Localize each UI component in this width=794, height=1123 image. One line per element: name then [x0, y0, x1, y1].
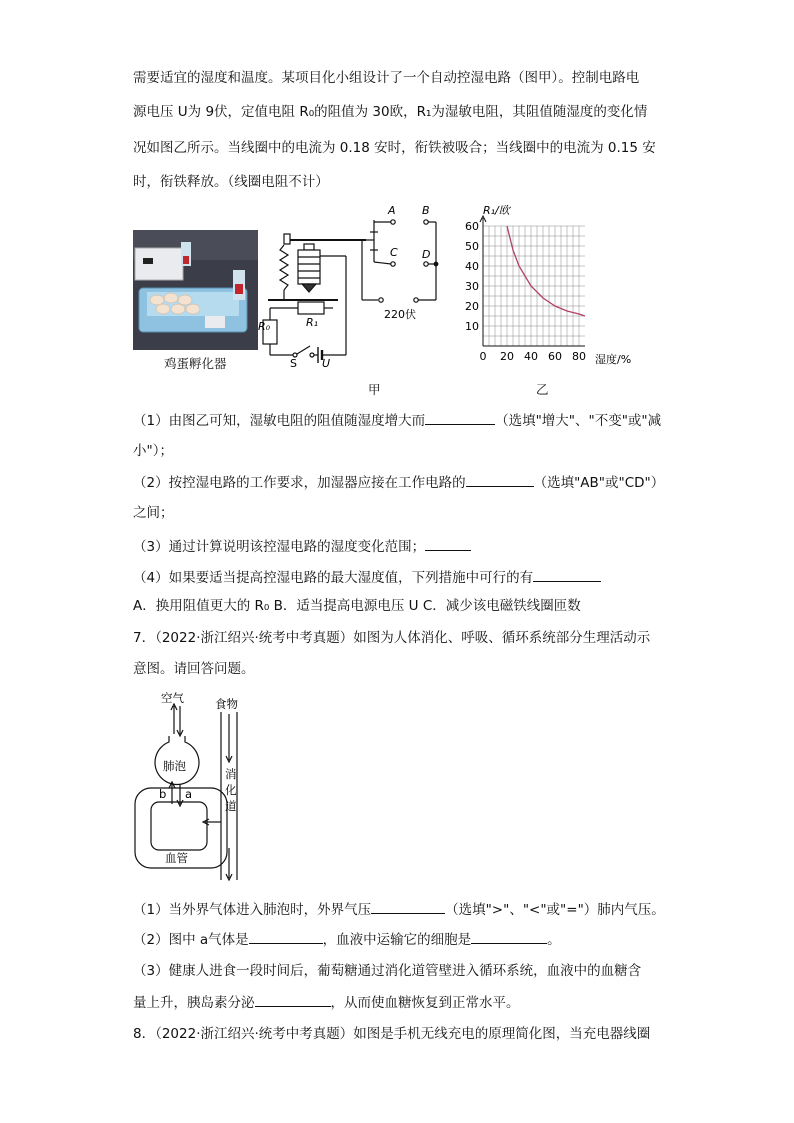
q6-part2-blank[interactable] — [466, 472, 534, 487]
graph-caption: 乙 — [536, 382, 549, 397]
chart-xlabel: 湿度/% — [595, 353, 632, 366]
chart-x-tick: 20 — [500, 350, 514, 363]
humidity-resistance-chart — [455, 198, 655, 370]
chart-x-tick: 40 — [524, 350, 538, 363]
label-voltage: 220伏 — [384, 308, 416, 321]
label-b: B — [422, 204, 430, 217]
humidity-control-circuit — [258, 200, 448, 370]
q7-part2-blank-a[interactable] — [249, 929, 323, 944]
chart-y-tick: 40 — [465, 260, 479, 273]
q6-options: A．换用阻值更大的 R₀ B．适当提高电源电压 U C．减少该电磁铁线圈匝数 — [133, 598, 581, 614]
q7-heading-1: 7．（2022·浙江绍兴·统考中考真题）如图为人体消化、呼吸、循环系统部分生理活动示 — [133, 630, 651, 646]
chart-y-tick: 20 — [465, 300, 479, 313]
chart-y-tick: 50 — [465, 240, 479, 253]
egg-incubator-photo — [133, 230, 258, 350]
label-tract-1: 消 — [225, 767, 237, 781]
q7-part1-blank[interactable] — [371, 899, 445, 914]
intro-line-1: 需要适宜的湿度和温度。某项目化小组设计了一个自动控湿电路（图甲）。控制电路电 — [133, 70, 640, 86]
circuit-caption: 甲 — [368, 382, 381, 397]
q7-part3-blank[interactable] — [255, 992, 331, 1007]
q7-part3-line1: （3）健康人进食一段时间后，葡萄糖通过消化道管壁进入循环系统，血液中的血糖含 — [133, 963, 642, 979]
chart-series-curve — [507, 226, 585, 316]
label-gas-b: b — [159, 787, 167, 801]
label-d: D — [422, 248, 431, 261]
label-u: U — [322, 357, 331, 370]
label-gas-a: a — [185, 787, 193, 801]
label-r1: R₁ — [306, 316, 319, 329]
q6-part1-blank[interactable] — [425, 410, 495, 425]
q6-part1: （1）由图乙可知，湿敏电阻的阻值随湿度增大而 （选填"增大"、"不变"或"减 — [133, 410, 661, 431]
q7-part3-line2: 量上升，胰岛素分泌 ，从而使血糖恢复到正常水平。 — [133, 992, 520, 1013]
chart-x-tick: 0 — [479, 350, 487, 363]
digestion-respiration-diagram — [133, 692, 253, 884]
label-tract-2: 化 — [225, 783, 237, 797]
chart-axes — [480, 216, 585, 346]
label-air: 空气 — [161, 692, 184, 705]
q6-part4: （4）如果要适当提高控湿电路的最大湿度值，下列措施中可行的有 — [133, 567, 601, 588]
q6-part2: （2）按控湿电路的工作要求，加湿器应接在工作电路的 （选填"AB"或"CD"） — [133, 472, 664, 493]
q7-part2: （2）图中 a气体是 ，血液中运输它的细胞是 。 — [133, 929, 561, 950]
label-s: S — [290, 357, 297, 370]
photo-caption: 鸡蛋孵化器 — [164, 356, 227, 371]
chart-y-tick: 60 — [465, 220, 479, 233]
q6-part3-blank[interactable] — [425, 536, 471, 551]
intro-line-2: 源电压 U为 9伏，定值电阻 R₀的阻值为 30欧，R₁为湿敏电阻，其阻值随湿度的变化情 — [133, 104, 648, 120]
q6-part1-cont: 小"）； — [133, 443, 173, 459]
label-vessel: 血管 — [165, 851, 188, 865]
intro-line-3: 况如图乙所示。当线圈中的电流为 0.18 安时，衔铁被吸合；当线圈中的电流为 0.15 安 — [133, 140, 656, 156]
q8-heading: 8．（2022·浙江绍兴·统考中考真题）如图是手机无线充电的原理简化图，当充电器线圈 — [133, 1026, 651, 1042]
label-tract-3: 道 — [225, 799, 237, 813]
q7-heading-2: 意图。请回答问题。 — [133, 661, 255, 677]
label-a: A — [388, 204, 396, 217]
chart-grid — [483, 226, 585, 346]
q6-part3: （3）通过计算说明该控湿电路的湿度变化范围； — [133, 536, 471, 557]
q6-part2-cont: 之间； — [133, 505, 174, 521]
label-r0: R₀ — [258, 320, 271, 333]
label-c: C — [390, 246, 398, 259]
q7-part2-blank-b[interactable] — [471, 929, 547, 944]
chart-y-tick: 30 — [465, 280, 479, 293]
label-food: 食物 — [215, 697, 238, 711]
q7-part1: （1）当外界气体进入肺泡时，外界气压 （选填">"、"<"或"="）肺内气压。 — [133, 899, 665, 920]
chart-y-tick: 10 — [465, 320, 479, 333]
chart-ylabel: R₁/欧 — [483, 204, 510, 217]
chart-x-tick: 60 — [548, 350, 562, 363]
label-alveolus: 肺泡 — [163, 759, 186, 773]
intro-line-4: 时，衔铁释放。（线圈电阻不计） — [133, 174, 329, 190]
q6-part4-blank[interactable] — [533, 567, 601, 582]
chart-x-tick: 80 — [572, 350, 586, 363]
